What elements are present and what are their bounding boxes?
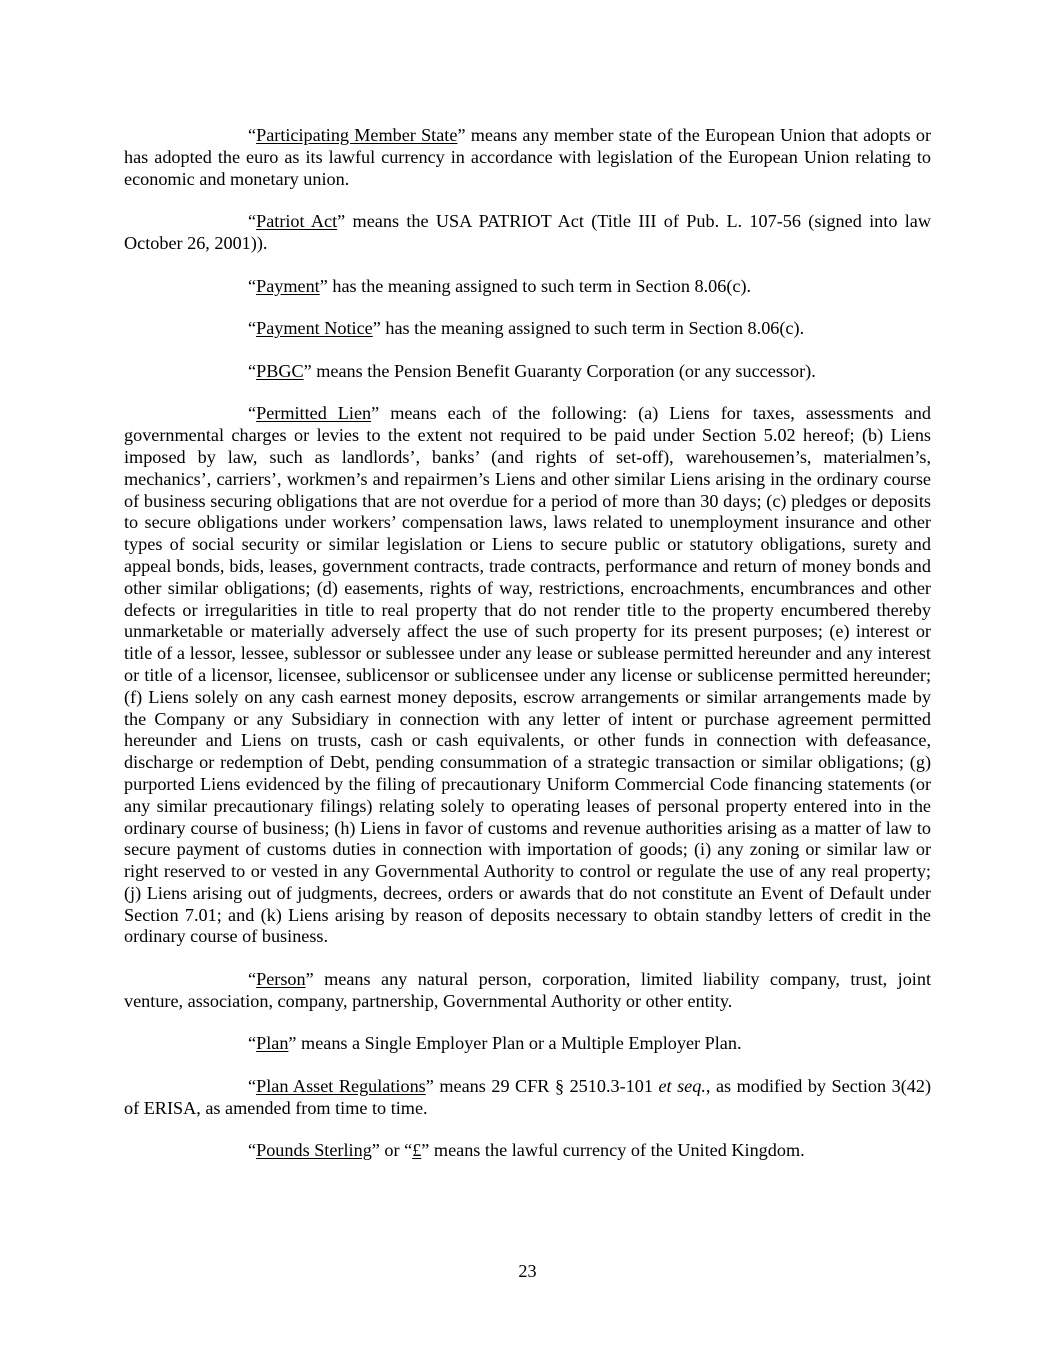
close-quote: ” <box>425 1076 434 1097</box>
close-quote: ” <box>457 125 466 145</box>
definition-connector: or “ <box>379 1140 413 1161</box>
definition-text: means any member state of the European Union that adopts or has adopted the euro as its lawful currency in accordance with legislation of the European Union relating to economic and monetary union. <box>124 125 931 189</box>
open-quote: “ <box>248 969 257 990</box>
open-quote: “ <box>248 318 257 339</box>
defined-term: Pounds Sterling <box>256 1140 372 1161</box>
close-quote: ” <box>371 1140 380 1161</box>
close-quote: ” <box>305 969 314 990</box>
definition-plan <box>124 1033 931 1055</box>
definition-permitted-lien <box>124 403 931 948</box>
defined-term-symbol: £ <box>412 1140 422 1161</box>
close-quote: ” <box>372 318 381 339</box>
definition-text: means the lawful currency of the United Kingdom. <box>429 1140 805 1161</box>
italic-latin-term: et seq. <box>658 1076 706 1097</box>
definition-text: means any natural person, corporation, limited liability company, trust, joint venture, association, company, partnership, Governmental Authority or other entity. <box>124 969 931 1011</box>
close-quote: ” <box>319 275 328 296</box>
defined-term: Payment <box>256 275 320 296</box>
open-quote: “ <box>248 360 257 381</box>
definition-plan-asset-regulations <box>124 1076 931 1120</box>
defined-term: Payment Notice <box>256 318 373 339</box>
close-quote: ” <box>337 211 346 232</box>
definition-participating-member-state <box>124 125 931 190</box>
definition-text-continued: , as modified by Section 3(42) of ERISA, as amended from time to time. <box>124 1076 932 1118</box>
open-quote: “ <box>248 125 257 145</box>
definition-text: means each of the following: (a) Liens for taxes, assessments and governmental charges or levies to the extent not required to be paid under Section 5.02 hereof; (b) Liens imposed by law, such as landlords’, banks’ (and rights of set-off), warehousemen’s, materialmen’s, mechanics’, carriers’, workmen’s and repairmen’s Liens and other similar Liens arising in the ordinary course of business securing obligations that are not overdue for a period of more than 30 days; (c) pledges or deposits to secure obligations under workers’ compensation laws, laws related to unemployment insurance and other types of social security or similar legislation or Liens to secure public or statutory obligations, surety and appeal bonds, bids, leases, government contracts, trade contracts, performance and return of money bonds and other similar obligations; (d) easements, rights of way, restrictions, encroachments, encumbrances and other defects or irregularities in title to real property that do not render title to the property encumbered thereby unmarketable or materially adversely affect the use of such property for its present purposes; (e) interest or title of a lessor, lessee, sublessor or sublessee under any lease or sublease permitted hereunder and any interest or title of a licensor, licensee, sublicensor or sublicensee under any license or sublicense permitted hereunder; (f) Liens solely on any cash earnest money deposits, escrow arrangements or similar arrangements made by the Company or any Subsidiary in connection with any letter of intent or purchase agreement permitted hereunder and Liens on trusts, cash or cash equivalents, or other funds in connection with defeasance, discharge or redemption of Debt, pending consummation of a strategic transaction or similar obligations; (g) purported Liens evidenced by the filing of precautionary Uniform Commercial Code financing statements (or any similar precautionary filings) relating solely to operating leases of personal property entered into in the ordinary course of business; (h) Liens in favor of customs and revenue authorities arising as a matter of law to secure payment of customs duties in connection with importation of goods; (i) any zoning or similar law or right reserved to or vested in any Governmental Authority to control or regulate the use of any real property; (j) Liens arising out of judgments, decrees, orders or awards that do not constitute an Event of Default under Section 7.01; and (k) Liens arising by reason of deposits necessary to obtain standby letters of credit in the ordinary course of business. <box>124 403 931 947</box>
definition-pbgc <box>124 361 931 383</box>
document-body <box>124 125 931 1183</box>
defined-term: Participating Member State <box>256 125 458 145</box>
defined-term: Plan <box>256 1033 289 1054</box>
close-quote: ” <box>371 403 380 424</box>
definition-person <box>124 969 931 1013</box>
open-quote: “ <box>248 1140 257 1161</box>
definition-payment-notice <box>124 318 931 340</box>
defined-term: Permitted Lien <box>256 403 372 424</box>
definition-patriot-act <box>124 211 931 255</box>
defined-term: Plan Asset Regulations <box>256 1076 426 1097</box>
defined-term: PBGC <box>256 360 304 381</box>
open-quote: “ <box>248 1076 257 1097</box>
definition-payment <box>124 276 931 298</box>
open-quote: “ <box>248 275 257 296</box>
defined-term: Patriot Act <box>256 211 338 232</box>
definition-pounds-sterling <box>124 1140 931 1162</box>
close-quote: ” <box>303 360 312 381</box>
definition-text: means the Pension Benefit Guaranty Corporation (or any successor). <box>311 360 816 381</box>
open-quote: “ <box>248 211 257 232</box>
definition-text: means the USA PATRIOT Act (Title III of Pub. L. 107-56 (signed into law October 26, 2001)). <box>124 211 931 253</box>
definition-text: has the meaning assigned to such term in Section 8.06(c). <box>327 275 752 296</box>
close-quote: ” <box>421 1140 430 1161</box>
definition-text: has the meaning assigned to such term in Section 8.06(c). <box>380 318 805 339</box>
defined-term: Person <box>256 969 306 990</box>
page-number: 23 <box>518 1261 537 1281</box>
open-quote: “ <box>248 1033 257 1054</box>
open-quote: “ <box>248 403 257 424</box>
close-quote: ” <box>288 1033 297 1054</box>
definition-text: means a Single Employer Plan or a Multiple Employer Plan. <box>296 1033 742 1054</box>
definition-text: means 29 CFR § 2510.3-101 <box>433 1076 659 1097</box>
